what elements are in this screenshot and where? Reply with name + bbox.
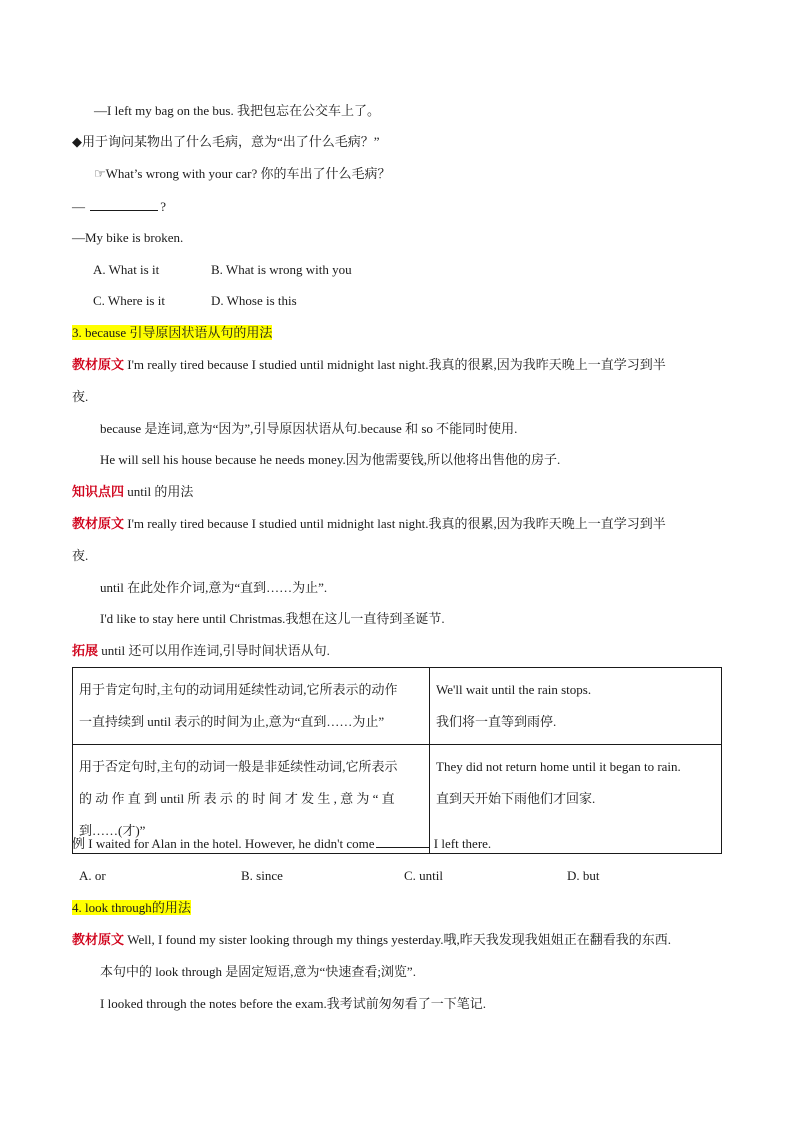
section-3-heading <box>72 324 272 342</box>
sec3-explanation: because 是连词,意为“因为”,引导原因状语从句.because 和 so 不能同时使用. <box>100 421 518 436</box>
sec5-explanation: 本句中的 look through 是固定短语,意为“快速查看;浏览”. <box>100 964 416 979</box>
section-3-heading-text: 3. because 引导原因状语从句的用法 <box>72 325 273 340</box>
question-prompt <box>72 198 166 216</box>
option-d: D. Whose is this <box>211 293 297 308</box>
answer-blank <box>90 198 158 211</box>
example-question <box>72 835 491 853</box>
dialogue-answer-line: —I left my bag on the bus. 我把包忘在公交车上了。 <box>94 103 380 118</box>
cell-text: 直到天开始下雨他们才回家. <box>436 791 596 806</box>
sec4-explanation: until 在此处作介词,意为“直到……为止”. <box>100 580 328 595</box>
question-mark: ? <box>160 199 167 214</box>
tag-original: 教材原文 <box>72 357 125 372</box>
option-c: C. until <box>404 868 444 883</box>
option-c: C. Where is it <box>93 293 165 308</box>
cell-text: 一直持续到 until 表示的时间为止,意为“直到……为止” <box>79 714 385 729</box>
table-cell <box>430 668 722 745</box>
dash: — <box>72 199 85 214</box>
extend-text: until 还可以用作连词,引导时间状语从句. <box>98 643 330 658</box>
cell-text: 的 动 作 直 到 until 所 表 示 的 时 间 才 发 生 , 意 为 “ 直 <box>79 791 395 806</box>
example-question-text: 例 I waited for Alan in the hotel. However, he didn't come <box>72 836 375 851</box>
table-row <box>73 668 722 745</box>
section-4-heading <box>72 899 191 917</box>
example-question-end: I left there. <box>430 836 492 851</box>
table-cell <box>73 668 430 745</box>
option-a: A. What is it <box>93 262 160 277</box>
knowledge-point-4-heading <box>72 483 193 501</box>
tag-extend: 拓展 <box>72 643 99 658</box>
option-d: D. but <box>567 868 600 883</box>
cell-text: We'll wait until the rain stops. <box>436 682 592 697</box>
option-b: B. What is wrong with you <box>211 262 352 277</box>
sec3-example: He will sell his house because he needs money.因为他需要钱,所以他将出售他的房子. <box>100 452 561 467</box>
option-b: B. since <box>241 868 283 883</box>
answer-blank <box>376 835 430 848</box>
usage-bullet: ◆用于询问某物出了什么毛病，意为“出了什么毛病？” <box>72 134 380 149</box>
sec4-original-text: I'm really tired because I studied until midnight last night.我真的很累,因为我昨天晚上一直学习到半 <box>127 516 666 531</box>
sec3-original-text: I'm really tired because I studied until midnight last night.我真的很累,因为我昨天晚上一直学习到半 <box>127 357 666 372</box>
sec5-example: I looked through the notes before the exam.我考试前匆匆看了一下笔记. <box>100 996 486 1011</box>
sec4-original-line-1 <box>72 515 666 533</box>
question-response: —My bike is broken. <box>72 230 184 245</box>
cell-text: 用于肯定句时,主句的动词用延续性动词,它所表示的动作 <box>79 682 398 697</box>
extend-line <box>72 642 330 660</box>
sec4-example: I'd like to stay here until Christmas.我想在这儿一直待到圣诞节. <box>100 611 445 626</box>
until-usage-table <box>72 667 722 854</box>
sec3-original-line-1 <box>72 356 666 374</box>
tag-original: 教材原文 <box>72 516 125 531</box>
option-a: A. or <box>79 868 106 883</box>
knowledge-point-label: 知识点四 <box>72 484 125 499</box>
sec4-original-line-2: 夜. <box>72 548 89 563</box>
cell-text: 我们将一直等到雨停. <box>436 714 557 729</box>
cell-text: 用于否定句时,主句的动词一般是非延续性动词,它所表示 <box>79 759 398 774</box>
section-4-heading-rest: 的用法 <box>151 900 191 915</box>
usage-example: ☞What’s wrong with your car? 你的车出了什么毛病？ <box>94 166 391 181</box>
tag-original: 教材原文 <box>72 932 125 947</box>
sec5-original-line <box>72 931 671 949</box>
cell-text: They did not return home until it began to rain. <box>436 759 681 774</box>
cell-text: 到……(才)” <box>79 823 146 838</box>
sec5-original-text: Well, I found my sister looking through my things yesterday.哦,昨天我发现我姐姐正在翻看我的东西. <box>127 932 671 947</box>
knowledge-point-title: until 的用法 <box>124 484 194 499</box>
section-4-heading-phrase: 4. look through <box>72 900 152 915</box>
sec3-original-line-2: 夜. <box>72 389 89 404</box>
